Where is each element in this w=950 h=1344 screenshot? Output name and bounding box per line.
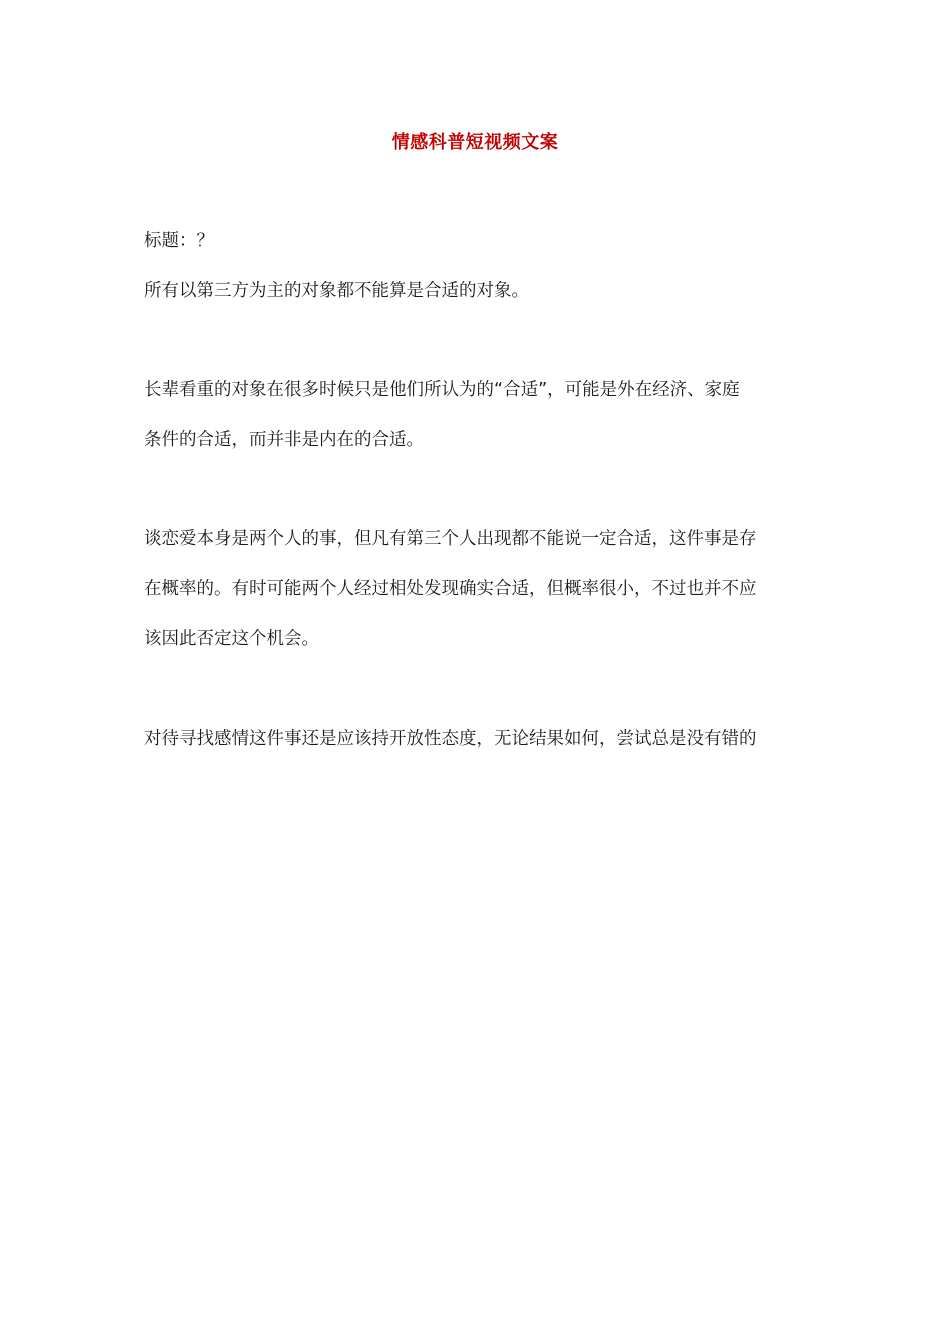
- heading-label: 标题：？: [144, 231, 214, 251]
- paragraph-line: 条件的合适，而并非是内在的合适。: [144, 430, 424, 450]
- paragraph-line: 谈恋爱本身是两个人的事，但凡有第三个人出现都不能说一定合适，这件事是存: [144, 529, 757, 549]
- paragraph-line: 所有以第三方为主的对象都不能算是合适的对象。: [144, 281, 529, 301]
- paragraph-line: 在概率的。有时可能两个人经过相处发现确实合适，但概率很小，不过也并不应: [144, 579, 757, 599]
- paragraph-line: 长辈看重的对象在很多时候只是他们所认为的“合适”，可能是外在经济、家庭: [144, 380, 740, 400]
- document-title: 情感科普短视频文案: [391, 132, 559, 153]
- paragraph-line: 对待寻找感情这件事还是应该持开放性态度，无论结果如何，尝试总是没有错的: [144, 729, 757, 749]
- paragraph-line: 该因此否定这个机会。: [144, 629, 319, 649]
